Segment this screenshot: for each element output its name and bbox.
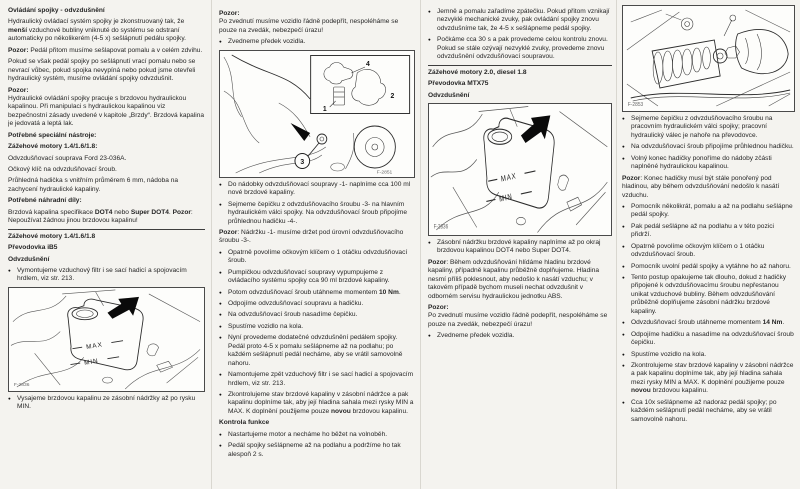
figure-callout: MAX (85, 341, 104, 351)
brake-fluid-reservoir-drawing (429, 104, 611, 235)
list-item (219, 181, 415, 198)
list-item (219, 249, 415, 266)
text: . (398, 288, 401, 296)
text: Kontrola funkce (219, 419, 270, 427)
text: Potřebné speciální nástroje: (8, 131, 97, 139)
text: Nyní provedeme dodatečné odvzdušnění pedálem spojky. Pedál proto 4-5 x pomalu sešlápneme až na podlahu; po každém sešlápnutí pedál necháme, aby se vrátil samovolně nahoru. (228, 334, 403, 367)
text: nebo (112, 208, 131, 216)
figure-callout: 3 (300, 158, 305, 166)
text: Jemně a pomalu zařadíme zpátečku. Pokud přitom vznikají nezvyklé mechanické zvuky, pak ovládání spojky znovu odvzdušníme tak, že 4-5 x sešlápneme pedál spojky. (437, 8, 610, 32)
text: vzduchové bubliny vniknuté do systému se odstraní automaticky po několikerém (4-5 x) sešlápnutí pedálu spojky. (8, 26, 186, 43)
paragraph (8, 166, 205, 174)
warning-note (8, 87, 205, 129)
text: Zásobní nádržku brzdové kapaliny naplníme až po okraj brzdovou kapalinou DOT4 nebo Super DOT4. (437, 238, 601, 255)
text: Hydraulické ovládání spojky pracuje s brzdovou hydraulickou kapalinou. Při manipulaci s hydraulickou kapalinou viz bezpečnostní zásady uvedené v kapitole „Brzdy“. Brzdová kapalina je jedovatá a leptá lak. (8, 94, 205, 128)
list-item (622, 331, 795, 348)
text: Na odvzdušňovací šroub připojíme průhlednou hadičku. (631, 143, 794, 151)
list-item (219, 269, 415, 286)
subsection-heading (8, 143, 205, 151)
list-item (219, 442, 415, 459)
warning-note-text (8, 95, 205, 129)
warning-note-title: Pozor: (428, 304, 449, 311)
figure-label: F-2853 (627, 102, 644, 109)
figure-label: F-2836 (433, 224, 449, 231)
text-column-1 (8, 7, 205, 485)
text: Zkontrolujeme stav brzdové kapaliny v zásobní nádržce a pak kapalinu doplníme tak, aby její hladina sahala mezi rysky MIN a MAX. K doplnění použijeme pouze (631, 361, 794, 386)
text: Pak pedál sešlápne až na podlahu a v této pozici přidrží. (631, 222, 774, 239)
list-item (622, 155, 795, 172)
text: Pomocník několikrát, pomalu a až na podlahu sešlápne pedál spojky. (631, 202, 793, 219)
list-item (622, 399, 795, 424)
bold-text: Pozor (622, 174, 641, 182)
bold-text: Pozor (172, 208, 191, 216)
figure-callout: 1 (322, 105, 327, 113)
figure-callout: MAX (500, 171, 518, 184)
bold-text: menší (8, 26, 28, 34)
text: Brzdová kapalina specifikace (8, 208, 95, 216)
text: Zážehové motory 2.0, diesel 1.8 (428, 68, 527, 76)
text: Převodovka MTX75 (428, 80, 489, 88)
warning-note-text (219, 18, 415, 35)
bold-text: Pozor: (8, 46, 29, 54)
text: Hydraulický ovládací systém spojky je zkonstruovaný tak, že (8, 18, 185, 26)
text: Volný konec hadičky ponoříme do nádoby zčásti naplněné hydraulickou kapalinou. (631, 154, 772, 171)
list-item (428, 239, 612, 256)
paragraph (8, 18, 205, 43)
list-item (8, 267, 205, 284)
list-item (428, 332, 612, 340)
text: : Nepoužívat žádnou jinou brzdovou kapalinu! (8, 208, 193, 225)
warning-note-text (428, 312, 612, 329)
text: Pedál spojky sešlápneme až na podlahu a podržíme ho tak alespoň 2 s. (228, 442, 401, 458)
list-item (428, 8, 612, 33)
text: Opatrně povolíme očkovým klíčem o 1 otáčku odvzdušňovací šroub. (631, 242, 765, 259)
text: Do nádobky odvzdušňovací soupravy -1- naplníme cca 100 ml nové brzdové kapaliny. (228, 180, 411, 197)
brake-fluid-reservoir-figure (8, 287, 205, 392)
text: Nastartujeme motor a necháme ho běžet na volnoběh. (228, 430, 388, 438)
text-column-3 (428, 8, 612, 486)
text: brzdovou kapalinu. (350, 407, 408, 415)
text: : Konec hadičky musí být stále ponořený pod hladinou, aby během odvzdušňování nedošlo k nasátí vzduchu. (622, 174, 780, 199)
text: Sejmeme čepičku z odvzdušňovacího šroubu na pracovním hydraulickém válci spojky; pracovní hydraulický válec je nahoře na převodovce. (631, 115, 773, 139)
brake-fluid-reservoir-figure (428, 103, 612, 236)
figure-label: F-2836 (13, 382, 30, 388)
text: Po zvednutí musíme vozidlo řádně podepřít, nespoléháme se pouze na zvedák, nebezpečí úrazu! (219, 18, 399, 34)
brake-fluid-reservoir-drawing (9, 288, 204, 391)
text: Na odvzdušňovací šroub nasadíme čepičku. (228, 311, 358, 319)
list-item (219, 323, 415, 331)
clutch-slave-cylinder-drawing (623, 6, 794, 111)
list-item (219, 201, 415, 226)
paragraph (8, 177, 205, 194)
list-item (622, 362, 795, 396)
text: Počkáme cca 30 s a pak provedeme celou kontrolu znovu. Pokud se stále ozývají nezvyklé zvuky, provedeme znovu odvzdušnění odvzdušňovací soupravou. (437, 36, 608, 61)
list-item (622, 203, 795, 220)
text: Očkový klíč na odvzdušňovací šroub. (8, 166, 117, 173)
list-item (622, 143, 795, 151)
text: Vysajeme brzdovou kapalinu ze zásobní nádržky až po rysku MIN. (17, 394, 196, 411)
text: Spustíme vozidlo na kola. (631, 350, 707, 358)
text: Odvzdušnění (428, 91, 470, 99)
text: : Nádržku -1- musíme držet pod úrovní odvzdušňovacího šroubu -3-. (219, 228, 404, 245)
text: Tento postup opakujeme tak dlouho, dokud z hadičky připojené k odvzdušňovacímu šroubu nepřestanou unikat vzduchové bubliny. Během odvzdušňování průběžně doplňujeme zásobní nádržku brzdové kapaliny. (631, 274, 787, 315)
list-item (219, 289, 415, 297)
figure-callout: 2 (390, 92, 395, 100)
text: Potom odvzdušňovací šroub utáhneme momentem (228, 288, 380, 296)
paragraph (8, 209, 205, 226)
section-divider (8, 229, 205, 230)
list-item (622, 115, 795, 140)
clutch-slave-cylinder-figure (622, 5, 795, 112)
subsection-heading (8, 132, 205, 140)
subsection-heading (8, 244, 205, 252)
text: Odvzdušnění (8, 255, 50, 263)
bleeder-kit-drawing (220, 51, 414, 177)
text: Odvzdušňovací souprava Ford 23-036A. (8, 154, 127, 162)
text: . (782, 319, 785, 327)
figure-callout: MIN (83, 357, 100, 367)
text: Pokud se však pedál spojky po sešlápnutí vrací pomalu nebo se nevrací vůbec, pokud spojka nevypíná nebo pokud jsme otevřeli hydraulický systém, musíme ovládání spojky odvzdušnit. (8, 58, 196, 83)
text: Namontujeme zpět vzduchový filtr i se sací hadicí a spojovacím hrdlem, viz str. 213. (228, 371, 414, 387)
list-item (219, 311, 415, 319)
list-item (622, 263, 795, 271)
bold-text: Pozor (219, 228, 238, 236)
bleeder-kit-connection-figure (219, 50, 415, 178)
section-divider (428, 65, 612, 66)
bold-text: DOT4 (94, 208, 113, 216)
bold-text: novou (331, 407, 351, 415)
text-column-2 (219, 10, 415, 486)
list-item (219, 300, 415, 308)
bold-text: Super DOT4 (130, 208, 169, 216)
list-item (219, 391, 415, 416)
column-divider (616, 0, 617, 489)
figure-callout: MIN (498, 191, 514, 204)
warning-note-title: Pozor: (219, 10, 240, 17)
list-item (622, 223, 795, 240)
section-heading (428, 69, 612, 77)
text: Zkontrolujeme stav brzdové kapaliny v zásobní nádržce a pak kapalinu doplníme tak, aby její hladina sahala mezi rysky MIN a MAX. K doplnění použijeme pouze (228, 390, 414, 415)
text: Sejmeme čepičku z odvzdušňovacího šroubu -3- na hlavním hydraulickém válci spojky. Na odvzdušňovací šroub připojíme průhlednou hadičku -4-. (228, 200, 408, 225)
text: . (168, 208, 173, 216)
text: Cca 10x sešlápneme až nadoraz pedál spojky; po každém sešlápnutí pedál necháme, aby se vrátil samovolně nahoru. (631, 398, 777, 423)
text: Potřebné náhradní díly: (8, 197, 82, 205)
column-divider (420, 0, 421, 489)
subsection-heading (428, 80, 612, 88)
text: Zážehové motory 1.4/1.6/1.8 (8, 232, 96, 240)
warning-note (219, 10, 415, 35)
warning-note-title: Pozor: (8, 86, 29, 94)
bold-text: Pozor (428, 258, 447, 266)
text-column-4 (622, 5, 795, 485)
text: Spustíme vozidlo na kola. (228, 322, 304, 330)
bold-text: novou (631, 387, 651, 395)
paragraph (8, 47, 205, 55)
subsection-heading (8, 256, 205, 264)
list-item (622, 274, 795, 316)
figure-callout: 4 (365, 60, 370, 68)
paragraph (8, 155, 205, 163)
text: brzdovou kapalinu. (650, 387, 708, 395)
text: Zvedneme předek vozidla. (228, 38, 306, 46)
column-divider (211, 0, 212, 489)
paragraph (622, 175, 795, 200)
text: Převodovka iB5 (8, 244, 58, 252)
text: Pomocník uvolní pedál spojky a vytáhne ho až nahoru. (631, 262, 791, 270)
text: Ovládání spojky - odvzdušnění (8, 7, 105, 14)
list-item (622, 319, 795, 327)
paragraph (219, 229, 415, 246)
text: Vymontujeme vzduchový filtr i se sací hadicí a spojovacím hrdlem, viz str. 213. (17, 266, 187, 283)
text: Odpojíme odvzdušňovací soupravu a hadičku. (228, 300, 364, 307)
paragraph (8, 58, 205, 83)
subsection-heading (8, 197, 205, 205)
list-item (622, 243, 795, 260)
text: Po zvednutí musíme vozidlo řádně podepřít, nespoléháme se pouze na zvedák, nebezpečí úrazu! (428, 312, 608, 328)
paragraph (428, 259, 612, 301)
list-item (219, 371, 415, 388)
figure-label: F-2851 (376, 170, 393, 176)
text: Odpojíme hadičku a nasadíme na odvzdušňovací šroub čepičku. (631, 330, 794, 347)
subsection-heading (428, 92, 612, 100)
text: Zážehové motory 1.4/1.6/1.8: (8, 143, 98, 151)
bold-text: 10 Nm (379, 288, 399, 296)
list-item (8, 395, 205, 412)
text: : Během odvzdušňování hlídáme hladinu brzdové kapaliny, případně kapalinu průběžně doplňujeme. Hladina nesmí příliš poklesnout, aby nedošlo k nasátí vzduchu; v takovém případě bychom museli nechat odvzdušnit v odborném servisu hydraulickou jednotku ABS. (428, 258, 600, 300)
text: Pumpičkou odvzdušňovací soupravy vypumpujeme z ovládacího systému spojky cca 90 ml brzdové kapaliny. (228, 268, 390, 285)
list-item (428, 36, 612, 61)
subsection-heading (219, 419, 415, 427)
text: Zvedneme předek vozidla. (437, 332, 515, 340)
text: Odvzdušňovací šroub utáhneme momentem (631, 319, 763, 327)
page-title (8, 7, 205, 15)
list-item (219, 431, 415, 439)
list-item (219, 334, 415, 368)
text: Opatrně povolíme očkovým klíčem o 1 otáčku odvzdušňovací šroub. (228, 248, 408, 265)
list-item (219, 38, 415, 46)
text: Průhledná hadička s vnitřním průměrem 6 mm, nádoba na zachycení hydraulické kapaliny. (8, 177, 179, 193)
list-item (622, 351, 795, 359)
warning-note (428, 304, 612, 329)
bold-text: 14 Nm (762, 319, 783, 327)
section-heading (8, 233, 205, 241)
text: Pedál přitom musíme sešlapovat pomalu a v celém zdvihu. (28, 46, 203, 54)
